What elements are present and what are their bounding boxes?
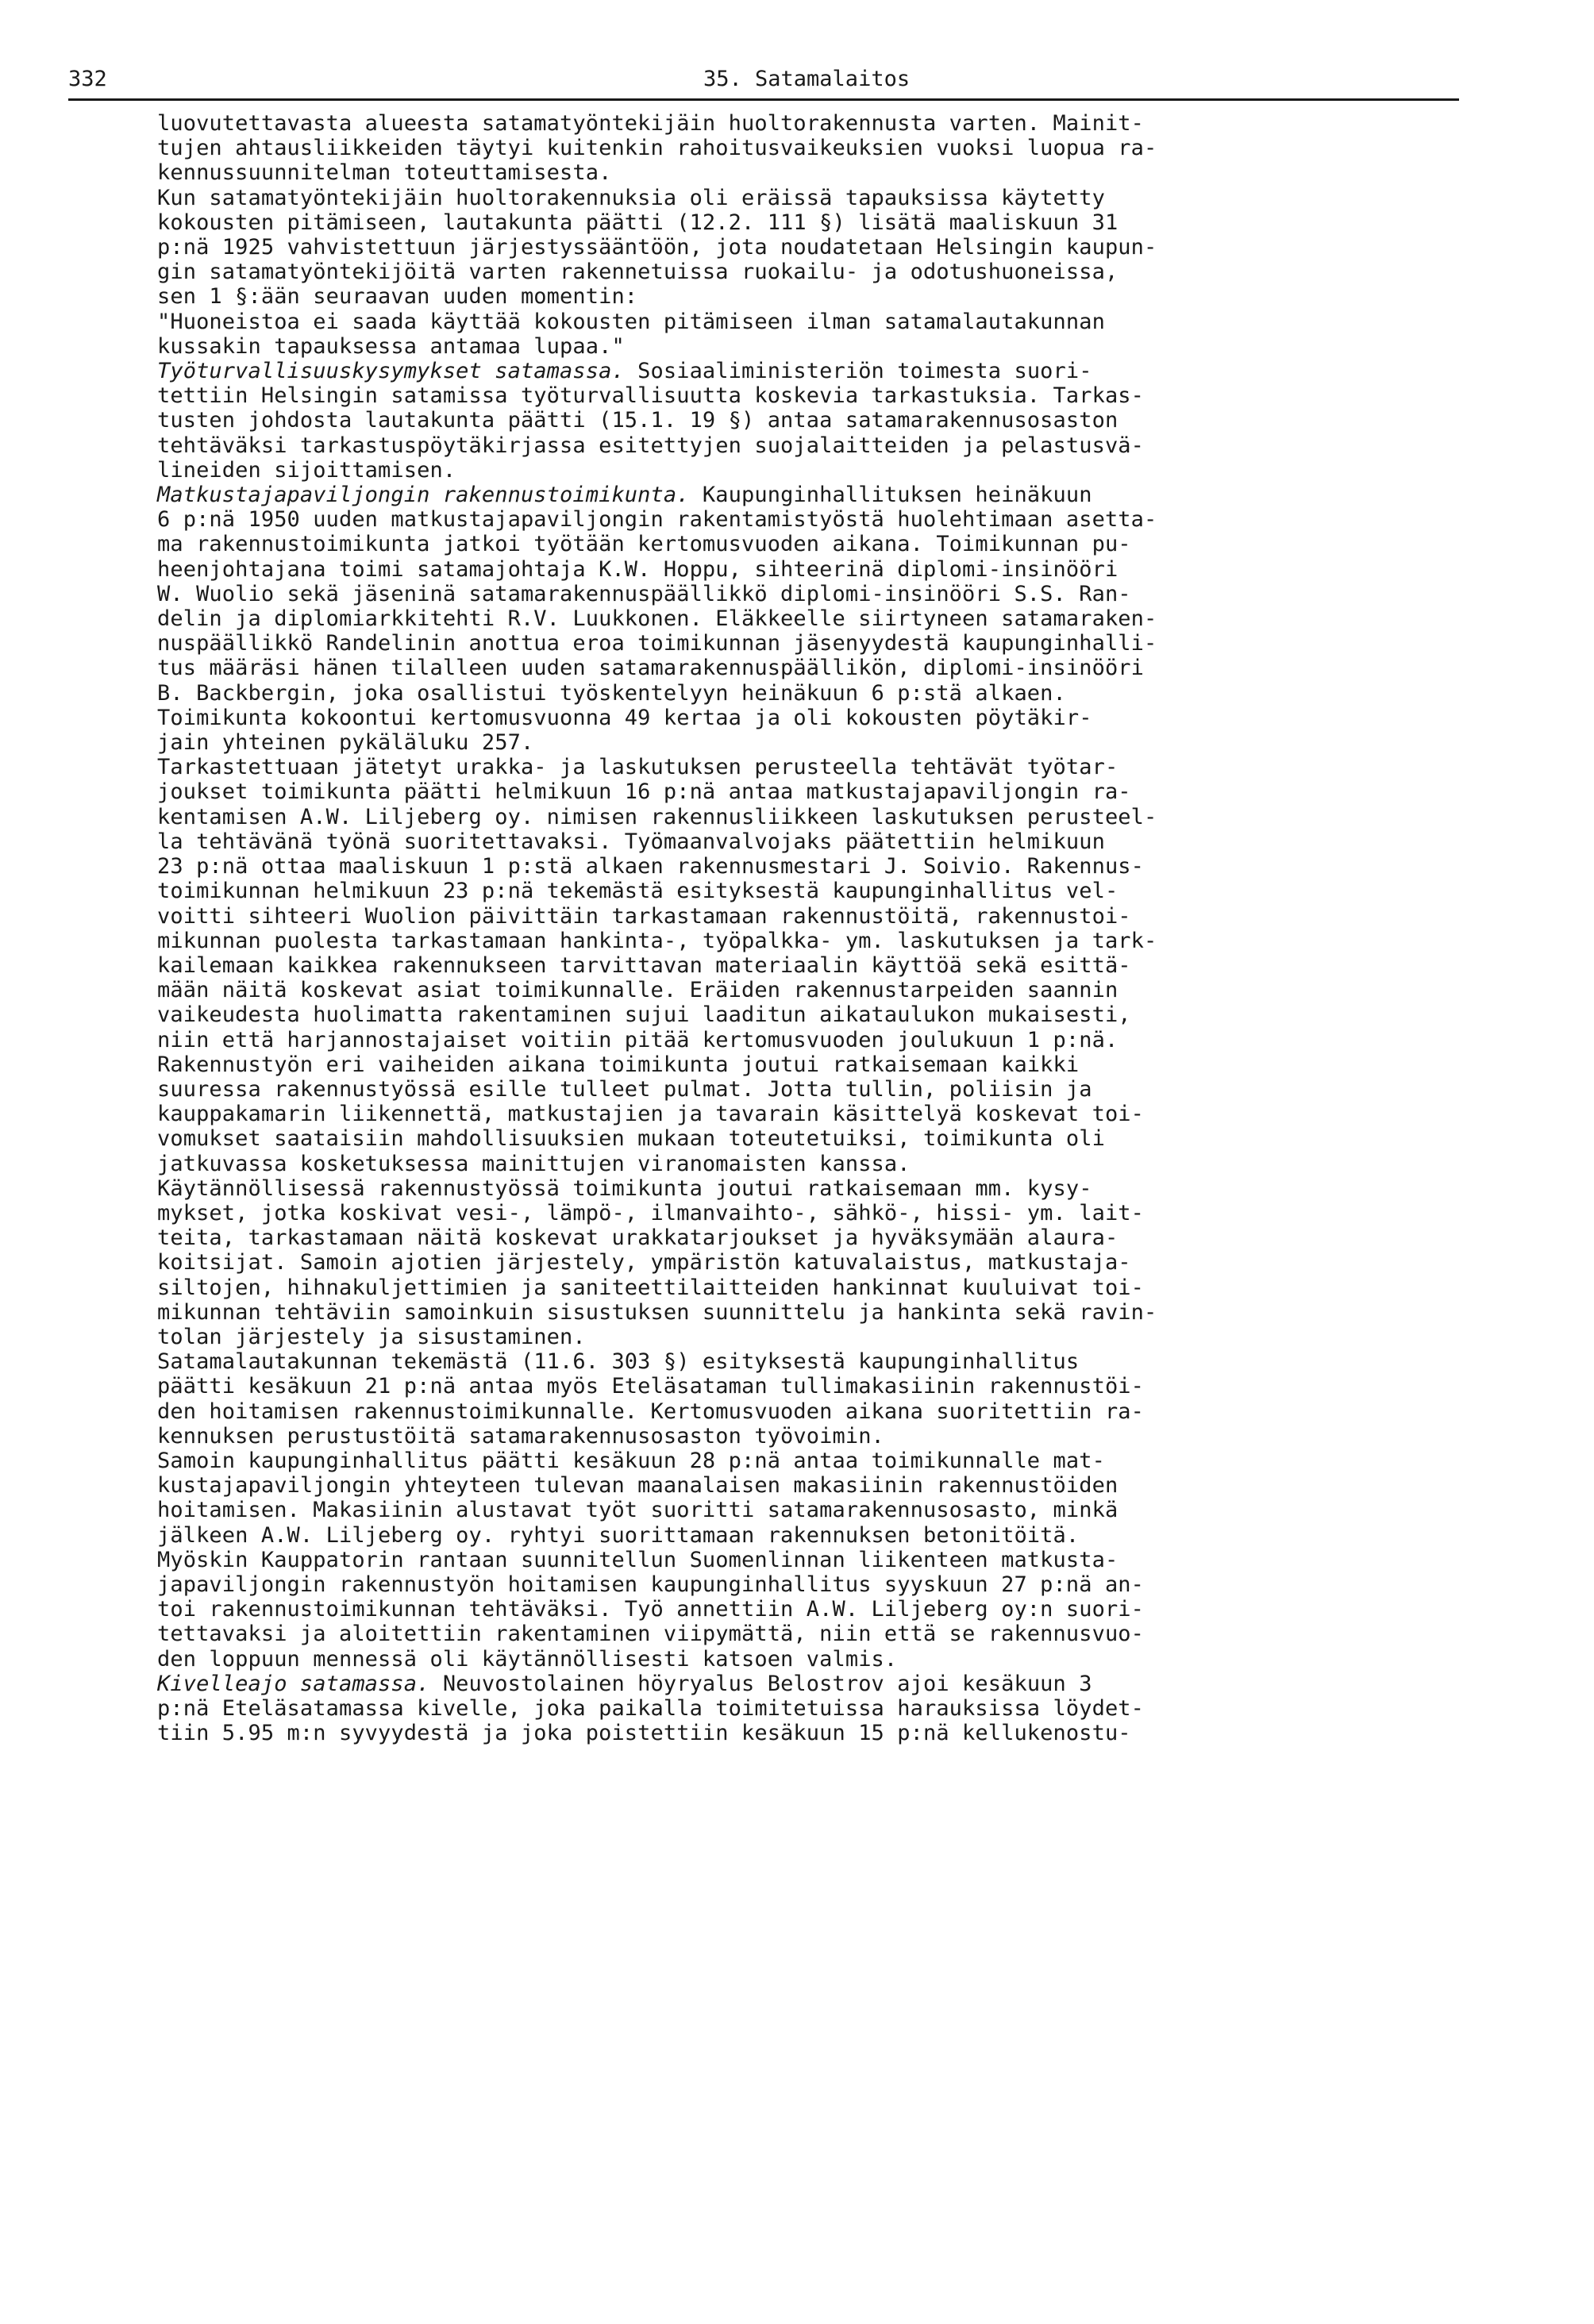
text-line	[157, 755, 1475, 779]
text-line	[157, 854, 1475, 879]
text-line	[157, 334, 1475, 359]
line-text: "Huoneistoa ei saada käyttää kokousten pitämiseen ilman satamalautakunnan	[157, 309, 1105, 334]
line-text: tujen ahtausliikkeiden täytyi kuitenkin rahoitusvaikeuksien vuoksi luopua ra-	[157, 136, 1157, 161]
page-header	[68, 63, 1459, 101]
line-text: jälkeen A.W. Liljeberg oy. ryhtyi suorittamaan rakennuksen betonitöitä.	[157, 1522, 1080, 1548]
line-text: tusten johdosta lautakunta päätti (15.1. 19 §) antaa satamarakennusosaston	[157, 408, 1118, 433]
text-line	[157, 582, 1475, 606]
text-line	[157, 1696, 1475, 1721]
text-line	[157, 433, 1475, 458]
text-line	[157, 1102, 1475, 1126]
line-text: hoitamisen. Makasiinin alustavat työt suoritti satamarakennusosasto, minkä	[157, 1498, 1118, 1523]
line-text: Neuvostolainen höyryalus Belostrov ajoi kesäkuun 3	[429, 1671, 1092, 1696]
text-line	[157, 1721, 1475, 1745]
line-text: gin satamatyöntekijöitä varten rakennetuissa ruokailu- ja odotushuoneissa,	[157, 260, 1118, 285]
line-text: teita, tarkastamaan näitä koskevat urakkatarjoukset ja hyväksymään alaura-	[157, 1225, 1118, 1251]
text-line	[157, 706, 1475, 730]
text-line	[157, 805, 1475, 829]
text-line	[157, 1449, 1475, 1473]
text-line	[157, 730, 1475, 755]
line-text: Satamalautakunnan tekemästä (11.6. 303 §) esityksestä kaupunginhallitus	[157, 1349, 1080, 1375]
line-text: tettiin Helsingin satamissa työturvallisuutta koskevia tarkastuksia. Tarkas-	[157, 383, 1145, 409]
line-text: Tarkastettuaan jätetyt urakka- ja laskutuksen perusteella tehtävät työtar-	[157, 755, 1118, 780]
text-line	[157, 532, 1475, 556]
text-line	[157, 458, 1475, 483]
line-text: Rakennustyön eri vaiheiden aikana toimikunta joutui ratkaisemaan kaikki	[157, 1052, 1080, 1077]
text-line	[157, 1002, 1475, 1027]
line-text: Samoin kaupunginhallitus päätti kesäkuun 28 p:nä antaa toimikunnalle mat-	[157, 1448, 1105, 1473]
text-line	[157, 681, 1475, 706]
line-text: kailemaan kaikkea rakennukseen tarvittavan materiaalin käyttöä sekä esittä-	[157, 952, 1131, 978]
line-text: W. Wuolio sekä jäseninä satamarakennuspäällikkö diplomi-insinööri S.S. Ran-	[157, 581, 1131, 606]
line-text: sen 1 §:ään seuraavan uuden momentin:	[157, 284, 638, 310]
text-line	[157, 507, 1475, 532]
line-text: kennussuunnitelman toteuttamisesta.	[157, 160, 612, 186]
line-text: kauppakamarin liikennettä, matkustajien ja tavarain käsittelyä koskevat toi-	[157, 1102, 1145, 1127]
text-line	[157, 953, 1475, 978]
line-text: luovutettavasta alueesta satamatyöntekijäin huoltorakennusta varten. Mainit-	[157, 111, 1145, 136]
text-line	[157, 111, 1475, 136]
text-line	[157, 310, 1475, 334]
line-text: kussakin tapauksessa antamaa lupaa."	[157, 333, 625, 359]
text-line	[157, 1152, 1475, 1176]
text-line	[157, 1300, 1475, 1325]
line-text: siltojen, hihnakuljettimien ja saniteettilaitteiden hankinnat kuuluivat toi-	[157, 1275, 1145, 1300]
line-text: 23 p:nä ottaa maaliskuun 1 p:stä alkaen rakennusmestari J. Soivio. Rakennus-	[157, 854, 1145, 879]
page-number: 332	[68, 67, 107, 91]
line-text: den loppuun mennessä oli käytännöllisesti katsoen valmis.	[157, 1646, 898, 1672]
text-line	[157, 1225, 1475, 1250]
text-line	[157, 483, 1475, 507]
line-text: p:nä 1925 vahvistettuun järjestyssääntöön, jota noudatetaan Helsingin kaupun-	[157, 235, 1157, 260]
line-text: ma rakennustoimikunta jatkoi työtään kertomusvuoden aikana. Toimikunnan pu-	[157, 532, 1131, 557]
text-line	[157, 1548, 1475, 1572]
text-line	[157, 904, 1475, 929]
line-text: tehtäväksi tarkastuspöytäkirjassa esitettyjen suojalaitteiden ja pelastusvä-	[157, 433, 1145, 458]
line-text: tiin 5.95 m:n syvyydestä ja joka poistettiin kesäkuun 15 p:nä kellukenostu-	[157, 1721, 1131, 1746]
line-text: vomukset saataisiin mahdollisuuksien mukaan toteutetuiksi, toimikunta oli	[157, 1126, 1105, 1152]
text-line	[157, 1077, 1475, 1102]
text-line	[157, 210, 1475, 235]
text-line	[157, 1349, 1475, 1374]
line-text: joukset toimikunta päätti helmikuun 16 p:nä antaa matkustajapaviljongin ra-	[157, 779, 1131, 805]
text-line	[157, 1325, 1475, 1349]
section-heading: Työturvallisuuskysymykset satamassa.	[157, 359, 625, 384]
line-text: mykset, jotka koskivat vesi-, lämpö-, ilmanvaihto-, sähkö-, hissi- ym. lait-	[157, 1200, 1145, 1225]
text-line	[157, 359, 1475, 383]
line-text: suuressa rakennustyössä esille tulleet pulmat. Jotta tullin, poliisin ja	[157, 1076, 1092, 1102]
text-line	[157, 1201, 1475, 1225]
line-text: den hoitamisen rakennustoimikunnalle. Kertomusvuoden aikana suoritettiin ra-	[157, 1399, 1145, 1424]
text-line	[157, 606, 1475, 631]
text-line	[157, 284, 1475, 309]
text-line	[157, 1473, 1475, 1498]
line-text: delin ja diplomiarkkitehti R.V. Luukkonen. Eläkkeelle siirtyneen satamaraken-	[157, 606, 1157, 632]
line-text: kokousten pitämiseen, lautakunta päätti (12.2. 111 §) lisätä maaliskuun 31	[157, 210, 1118, 235]
line-text: mikunnan puolesta tarkastamaan hankinta-, työpalkka- ym. laskutuksen ja tark-	[157, 928, 1157, 953]
text-line	[157, 1572, 1475, 1597]
text-line	[157, 779, 1475, 804]
text-line	[157, 829, 1475, 854]
line-text: mikunnan tehtäviin samoinkuin sisustuksen suunnittelu ja hankinta sekä ravin-	[157, 1299, 1157, 1325]
line-text: tus määräsi hänen tilalleen uuden satamarakennuspäällikön, diplomi-insinööri	[157, 656, 1145, 681]
document-body	[157, 111, 1475, 1745]
text-line	[157, 235, 1475, 260]
line-text: kennuksen perustustöitä satamarakennusosaston työvoimin.	[157, 1423, 884, 1449]
line-text: Käytännöllisessä rakennustyössä toimikunta joutui ratkaisemaan mm. kysy-	[157, 1175, 1092, 1201]
line-text: vaikeudesta huolimatta rakentaminen sujui laaditun aikataulukon mukaisesti,	[157, 1002, 1131, 1028]
text-line	[157, 1622, 1475, 1646]
line-text: jain yhteinen pykäläluku 257.	[157, 730, 534, 756]
text-line	[157, 408, 1475, 433]
line-text: jatkuvassa kosketuksessa mainittujen viranomaisten kanssa.	[157, 1151, 911, 1176]
text-line	[157, 383, 1475, 408]
text-line	[157, 160, 1475, 185]
text-line	[157, 656, 1475, 680]
text-line	[157, 186, 1475, 210]
text-line	[157, 1424, 1475, 1449]
text-line	[157, 978, 1475, 1002]
text-line	[157, 1126, 1475, 1151]
text-line	[157, 1374, 1475, 1399]
line-text: mään näitä koskevat asiat toimikunnalle. Eräiden rakennustarpeiden saannin	[157, 978, 1118, 1003]
text-line	[157, 1498, 1475, 1522]
text-line	[157, 1052, 1475, 1077]
line-text: heenjohtajana toimi satamajohtaja K.W. Hoppu, sihteerinä diplomi-insinööri	[157, 556, 1118, 582]
text-line	[157, 1276, 1475, 1300]
line-text: nuspäällikkö Randelinin anottua eroa toimikunnan jäsenyydestä kaupunginhalli-	[157, 631, 1157, 656]
section-heading: Matkustajapaviljongin rakennustoimikunta.	[157, 483, 690, 508]
line-text: 6 p:nä 1950 uuden matkustajapaviljongin rakentamistyöstä huolehtimaan asetta-	[157, 507, 1157, 533]
line-text: Kaupunginhallituksen heinäkuun	[689, 483, 1092, 508]
text-line	[157, 136, 1475, 160]
text-line	[157, 631, 1475, 656]
line-text: toi rakennustoimikunnan tehtäväksi. Työ annettiin A.W. Liljeberg oy:n suori-	[157, 1597, 1145, 1622]
line-text: B. Backbergin, joka osallistui työskentelyyn heinäkuun 6 p:stä alkaen.	[157, 680, 1066, 706]
text-line	[157, 1597, 1475, 1622]
line-text: Toimikunta kokoontui kertomusvuonna 49 kertaa ja oli kokousten pöytäkir-	[157, 705, 1092, 730]
text-line	[157, 1523, 1475, 1548]
text-line	[157, 879, 1475, 903]
line-text: p:nä Eteläsatamassa kivelle, joka paikalla toimitetuissa harauksissa löydet-	[157, 1696, 1145, 1721]
line-text: päätti kesäkuun 21 p:nä antaa myös Eteläsataman tullimakasiinin rakennustöi-	[157, 1374, 1145, 1399]
line-text: niin että harjannostajaiset voitiin pitää kertomusvuoden joulukuun 1 p:nä.	[157, 1027, 1118, 1052]
line-text: tolan järjestely ja sisustaminen.	[157, 1324, 586, 1349]
line-text: Sosiaaliministeriön toimesta suori-	[624, 359, 1092, 384]
line-text: kentamisen A.W. Liljeberg oy. nimisen rakennusliikkeen laskutuksen perusteel-	[157, 804, 1157, 829]
line-text: tettavaksi ja aloitettiin rakentaminen viipymättä, niin että se rakennusvuo-	[157, 1622, 1145, 1647]
text-line	[157, 1250, 1475, 1275]
line-text: voitti sihteeri Wuolion päivittäin tarkastamaan rakennustöitä, rakennustoi-	[157, 903, 1131, 929]
line-text: lineiden sijoittamisen.	[157, 457, 456, 483]
text-line	[157, 1399, 1475, 1424]
text-line	[157, 929, 1475, 953]
line-text: toimikunnan helmikuun 23 p:nä tekemästä esityksestä kaupunginhallitus vel-	[157, 879, 1118, 904]
line-text: japaviljongin rakennustyön hoitamisen kaupunginhallitus syyskuun 27 p:nä an-	[157, 1572, 1145, 1597]
text-line	[157, 1647, 1475, 1672]
line-text: Myöskin Kauppatorin rantaan suunnitellun Suomenlinnan liikenteen matkusta-	[157, 1547, 1118, 1572]
text-line	[157, 1028, 1475, 1052]
line-text: la tehtävänä työnä suoritettavaksi. Työmaanvalvojaks päätettiin helmikuun	[157, 829, 1105, 854]
line-text: Kun satamatyöntekijäin huoltorakennuksia oli eräissä tapauksissa käytetty	[157, 185, 1105, 210]
line-text: kustajapaviljongin yhteyteen tulevan maanalaisen makasiinin rakennustöiden	[157, 1473, 1118, 1499]
text-line	[157, 1672, 1475, 1696]
line-text: koitsijat. Samoin ajotien järjestely, ympäristön katuvalaistus, matkustaja-	[157, 1250, 1131, 1276]
section-title: 35. Satamalaitos	[703, 67, 911, 91]
text-line	[157, 557, 1475, 582]
text-line	[157, 1176, 1475, 1201]
text-line	[157, 260, 1475, 284]
section-heading: Kivelleajo satamassa.	[157, 1671, 430, 1696]
